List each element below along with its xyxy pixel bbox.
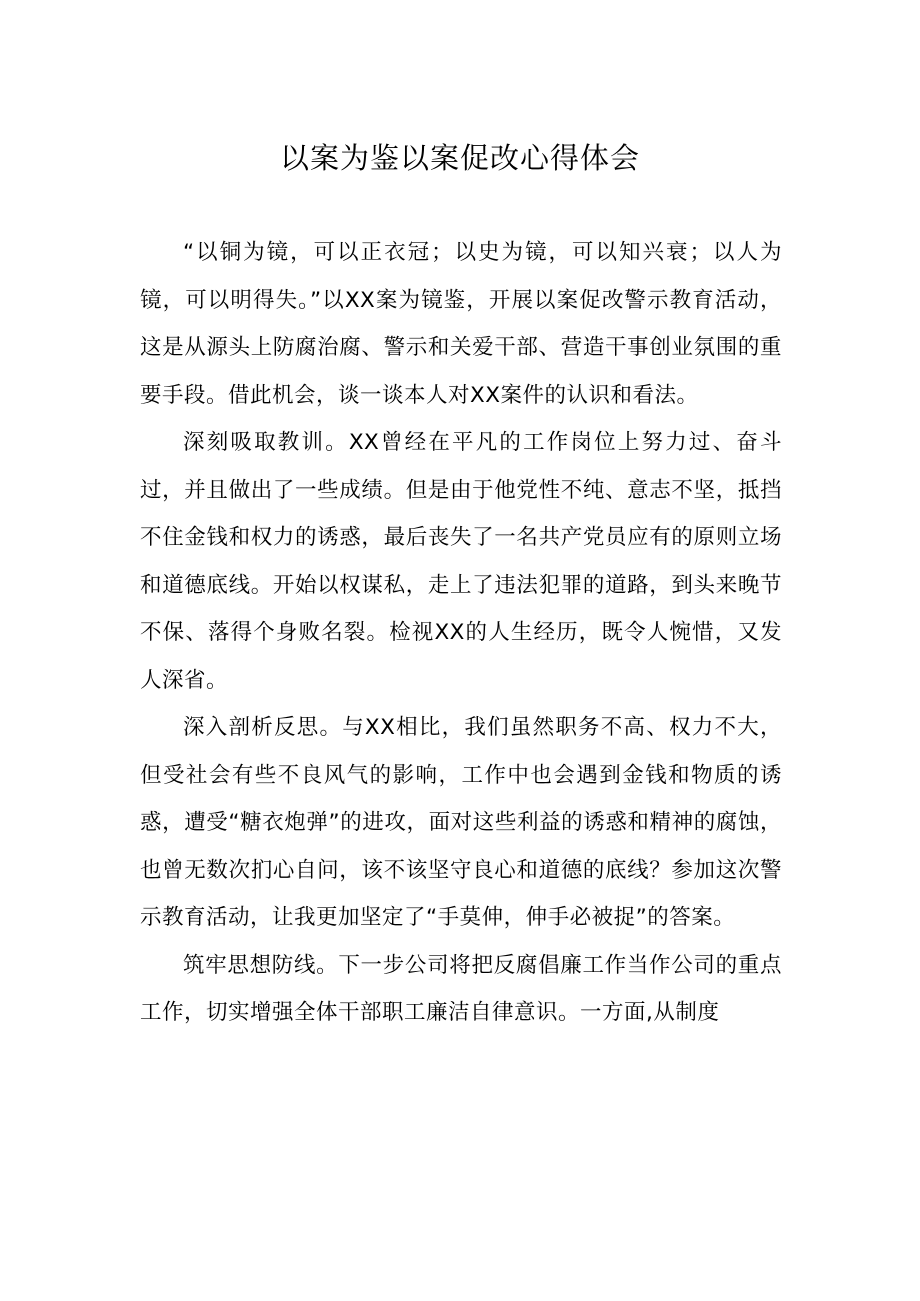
paragraph-defense: 筑牢思想防线。下一步公司将把反腐倡廉工作当作公司的重点工作，切实增强全体干部职工廉洁自律意识。一方面,从制度	[140, 952, 782, 1025]
paragraph-intro: “以铜为镜，可以正衣冠；以史为镜，可以知兴衰；以人为镜，可以明得失。”以XX案为镜鉴，开展以案促改警示教育活动，这是从源头上防腐治腐、警示和关爱干部、营造干事创业氛围的重要手段。借此机会，谈一谈本人对XX案件的认识和看法。	[140, 240, 782, 408]
paragraph-lessons: 深刻吸取教训。XX曾经在平凡的工作岗位上努力过、奋斗过，并且做出了一些成绩。但是由于他党性不纯、意志不坚，抵挡不住金钱和权力的诱惑，最后丧失了一名共产党员应有的原则立场和道德底线。开始以权谋私，走上了违法犯罪的道路，到头来晚节不保、落得个身败名裂。检视XX的人生经历，既令人惋惜，又发人深省。	[140, 430, 782, 693]
document-title: 以案为鉴以案促改心得体会	[279, 141, 640, 175]
paragraph-reflection: 深入剖析反思。与XX相比，我们虽然职务不高、权力不大，但受社会有些不良风气的影响，工作中也会遇到金钱和物质的诱惑，遭受“糖衣炮弹”的进攻，面对这些利益的诱惑和精神的腐蚀，也曾无数次扪心自问，该不该坚守良心和道德的底线？参加这次警示教育活动，让我更加坚定了“手莫伸，伸手必被捉”的答案。	[140, 715, 782, 930]
document-body	[140, 229, 782, 1037]
